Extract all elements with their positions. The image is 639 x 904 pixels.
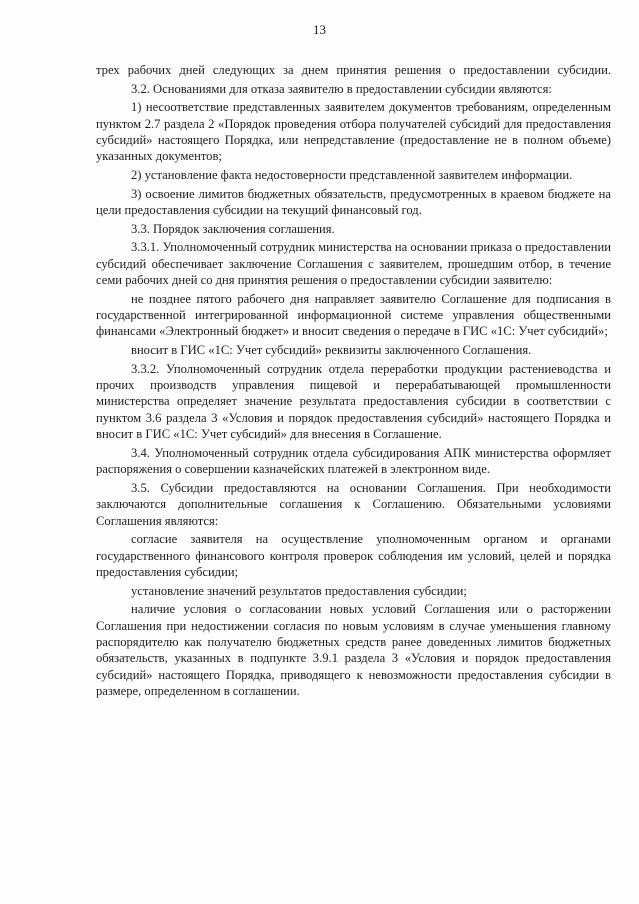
paragraph-3-5-condition-3: наличие условия о согласовании новых условий Соглашения или о расторжении Соглашения при недостижении согласия по новым условиям в случае уменьшения главному распорядителю как получателю бюджетных средств ранее доведенных лимитов бюджетных обязательств, указанных в подпункте 3.9.1 раздела 3 «Условия и порядок предоставления субсидий» настоящего Порядка, приводящего к невозможности предоставления субсидии в размере, определенном в соглашении. (96, 602, 611, 699)
paragraph-3-2-item-3: 3) освоение лимитов бюджетных обязательств, предусмотренных в краевом бюджете на цели предоставления субсидии на текущий финансовый год. (96, 186, 611, 217)
paragraph-3-3-1-sub-2: вносит в ГИС «1С: Учет субсидий» реквизиты заключенного Соглашения. (131, 343, 532, 357)
paragraph-3-3-1: 3.3.1. Уполномоченный сотрудник министерства на основании приказа о предоставлении субсидий обеспечивает заключение Соглашения с заявителем, прошедшим отбор, в течение семи рабочих дней со дня принятия решения о предоставлении субсидии заявителю: (96, 240, 611, 287)
paragraph-3-5-condition-1: согласие заявителя на осуществление уполномоченным органом и органами государственного финансового контроля проверок соблюдения им условий, целей и порядка предоставления субсидии; (96, 532, 611, 580)
paragraph-3-3-2: 3.3.2. Уполномоченный сотрудник отдела переработки продукции растениеводства и прочих производств управления пищевой и перерабатывающей промышленности министерства определяет значение результата предоставления субсидии в соответствии с пунктом 3.6 раздела 3 «Условия и порядок предоставления субсидий» настоящего Порядка и вносит в ГИС «1С: Учет субсидий» для внесения в Соглашение. (96, 361, 611, 442)
paragraph-3-3: 3.3. Порядок заключения соглашения. (131, 221, 335, 236)
paragraph-continuation: трех рабочих дней следующих за днем принятия решения о предоставлении субсидии. (96, 63, 611, 77)
paragraph-3-4: 3.4. Уполномоченный сотрудник отдела субсидирования АПК министерства оформляет распоряжения о совершении казначейских платежей в электронном виде. (96, 445, 611, 477)
paragraph-3-5-condition-2: установление значений результатов предоставления субсидии; (131, 583, 467, 598)
paragraph-3-2: 3.2. Основаниями для отказа заявителю в предоставлении субсидии являются: (131, 81, 552, 96)
page-number: 13 (313, 22, 326, 37)
paragraph-3-5: 3.5. Субсидии предоставляются на основании Соглашения. При необходимости заключаются дополнительные соглашения к Соглашению. Обязательными условиями Соглашения являются: (96, 480, 611, 528)
document-body (96, 62, 611, 702)
paragraph-3-2-item-1: 1) несоответствие представленных заявителем документов требованиям, определенным пунктом 2.7 раздела 2 «Порядок проведения отбора получателей субсидий для предоставления субсидий» настоящего Порядка, или непредставление (предоставление не в полном объеме) указанных документов; (96, 100, 611, 164)
paragraph-3-3-1-sub-1: не позднее пятого рабочего дня направляет заявителю Соглашение для подписания в государственной интегрированной информационной системе управления общественными финансами «Электронный бюджет» и вносит сведения о передаче в ГИС «1С: Учет субсидий»; (96, 291, 611, 339)
paragraph-3-2-item-2: 2) установление факта недостоверности представленной заявителем информации. (131, 168, 573, 182)
